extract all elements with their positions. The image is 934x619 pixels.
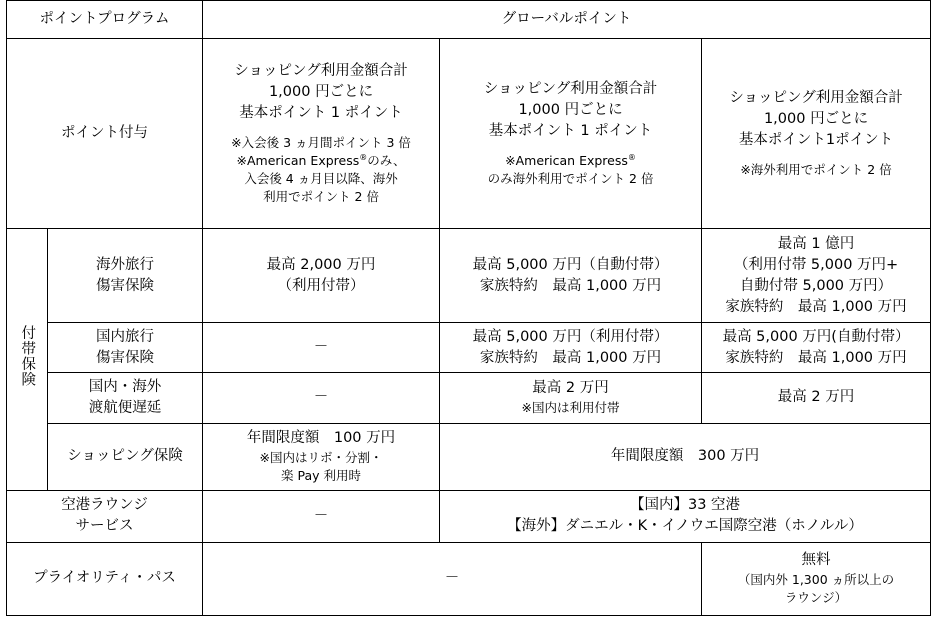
overseas-col1-line: （利用付帯） <box>277 277 365 294</box>
lounge-col23-line: 【国内】33 空港 <box>629 497 741 514</box>
overseas-col3-line: （利用付帯 5,000 万円+ <box>733 256 899 273</box>
domestic-label-cell <box>48 323 203 372</box>
priority-label: プライオリティ・パス <box>33 570 176 587</box>
domestic-label-line: 傷害保険 <box>96 349 154 366</box>
domestic-col2-line: 家族特約 最高 1,000 万円 <box>479 349 662 366</box>
priority-col12 <box>203 542 702 615</box>
points-col1-line: ショッピング利用金額合計 <box>234 62 408 79</box>
priority-col3-line: ラウンジ） <box>784 590 848 606</box>
priority-col3-line: 無料 <box>801 552 831 569</box>
overseas-label-cell <box>48 229 203 323</box>
delay-label-cell <box>48 372 203 423</box>
points-col3-line: 1,000 円ごとに <box>763 111 869 128</box>
program-value-cell <box>203 1 931 39</box>
points-col1 <box>203 39 440 229</box>
lounge-col23-line: 【海外】ダニエル・K・イノウエ国際空港（ホノルル） <box>507 518 863 535</box>
spacer <box>704 151 928 161</box>
overseas-col3-line: 自動付帯 5,000 万円） <box>739 277 893 294</box>
overseas-label-line: 傷害保険 <box>96 277 154 294</box>
domestic-label-line: 国内旅行 <box>96 328 154 345</box>
insurance-group-label: 付帯保険 <box>19 325 36 388</box>
priority-label-cell <box>7 542 203 615</box>
delay-col2-line: 最高 2 万円 <box>532 380 609 397</box>
dash: － <box>313 389 329 406</box>
overseas-col3-line: 最高 1 億円 <box>777 235 855 252</box>
spacer <box>442 142 699 152</box>
points-col2 <box>440 39 702 229</box>
points-col3-line: ショッピング利用金額合計 <box>729 90 903 107</box>
points-col1-line: 基本ポイント 1 ポイント <box>239 104 403 121</box>
dash: － <box>444 570 460 587</box>
lounge-col23 <box>440 490 931 542</box>
points-col3-line: 基本ポイント1ポイント <box>738 132 894 149</box>
lounge-label-cell <box>7 490 203 542</box>
shopping-col1-line: ※国内はリボ・分割・ <box>259 450 383 466</box>
shopping-label-cell <box>48 423 203 490</box>
shopping-label: ショッピング保険 <box>67 448 183 465</box>
program-label-cell <box>7 1 203 39</box>
domestic-col2-line: 最高 5,000 万円（利用付帯） <box>472 328 669 345</box>
points-col3 <box>702 39 931 229</box>
overseas-col2 <box>440 229 702 323</box>
overseas-col1-line: 最高 2,000 万円 <box>266 256 376 273</box>
points-row <box>7 39 931 229</box>
delay-label-line: 渡航便遅延 <box>88 399 162 416</box>
points-col1-line: 1,000 円ごとに <box>268 83 374 100</box>
priority-pass-row <box>7 542 931 615</box>
registered-mark: ® <box>359 152 368 162</box>
delay-col2-line: ※国内は利用付帯 <box>521 400 620 416</box>
domestic-col3 <box>702 323 931 372</box>
overseas-col3 <box>702 229 931 323</box>
lounge-col1 <box>203 490 440 542</box>
dash: － <box>313 507 329 524</box>
delay-col2 <box>440 372 702 423</box>
points-col1-note-text: ※American Express <box>236 153 360 169</box>
points-col1-note: 利用でポイント 2 倍 <box>263 189 379 205</box>
shopping-col23 <box>440 423 931 490</box>
program-label: ポイントプログラム <box>39 11 170 28</box>
overseas-col2-line: 最高 5,000 万円（自動付帯） <box>472 256 669 273</box>
delay-col3 <box>702 372 931 423</box>
points-col3-note: ※海外利用でポイント 2 倍 <box>740 162 892 178</box>
points-col2-line: ショッピング利用金額合計 <box>483 81 658 98</box>
shopping-col23-value: 年間限度額 300 万円 <box>610 448 760 465</box>
overseas-insurance-row <box>7 229 931 323</box>
shopping-insurance-row <box>7 423 931 490</box>
points-col2-note: のみ海外利用でポイント 2 倍 <box>487 171 654 187</box>
domestic-col1 <box>203 323 440 372</box>
priority-col3-line: （国内外 1,300 ヵ所以上の <box>737 572 895 588</box>
delay-col1 <box>203 372 440 423</box>
domestic-insurance-row <box>7 323 931 372</box>
points-col1-note: ※入会後 3 ヵ月間ポイント 3 倍 <box>231 134 411 150</box>
domestic-col2 <box>440 323 702 372</box>
shopping-col1 <box>203 423 440 490</box>
domestic-col3-line: 家族特約 最高 1,000 万円 <box>725 349 907 366</box>
priority-col3 <box>702 542 931 615</box>
points-label-cell <box>7 39 203 229</box>
lounge-label-line: サービス <box>75 518 134 535</box>
points-col2-line: 基本ポイント 1 ポイント <box>488 123 653 140</box>
points-col1-note: 入会後 4 ヵ月目以降、海外 <box>244 171 398 187</box>
dash: － <box>313 339 329 356</box>
header-row <box>7 1 931 39</box>
overseas-label-line: 海外旅行 <box>96 256 154 273</box>
program-value: グローバルポイント <box>501 11 632 28</box>
lounge-label-line: 空港ラウンジ <box>61 497 148 514</box>
points-col1-note-text: のみ、 <box>367 153 406 169</box>
shopping-col1-line: 楽 Pay 利用時 <box>281 468 361 484</box>
delay-col3-value: 最高 2 万円 <box>777 389 855 406</box>
domestic-col3-line: 最高 5,000 万円(自動付帯） <box>722 328 910 345</box>
delay-label-line: 国内・海外 <box>88 378 162 395</box>
spacer <box>205 124 437 134</box>
airport-lounge-row <box>7 490 931 542</box>
card-comparison-table <box>6 0 931 616</box>
points-col2-line: 1,000 円ごとに <box>518 102 623 119</box>
overseas-col1 <box>203 229 440 323</box>
points-col1-note <box>205 152 437 170</box>
insurance-group-cell <box>7 229 48 490</box>
overseas-col3-line: 家族特約 最高 1,000 万円 <box>725 298 907 315</box>
points-col2-note-text: ※American Express <box>505 153 628 169</box>
points-col2-note <box>442 152 699 170</box>
points-label: ポイント付与 <box>61 125 148 142</box>
flight-delay-row <box>7 372 931 423</box>
overseas-col2-line: 家族特約 最高 1,000 万円 <box>479 277 662 294</box>
shopping-col1-line: 年間限度額 100 万円 <box>246 430 396 447</box>
registered-mark: ® <box>627 152 636 162</box>
